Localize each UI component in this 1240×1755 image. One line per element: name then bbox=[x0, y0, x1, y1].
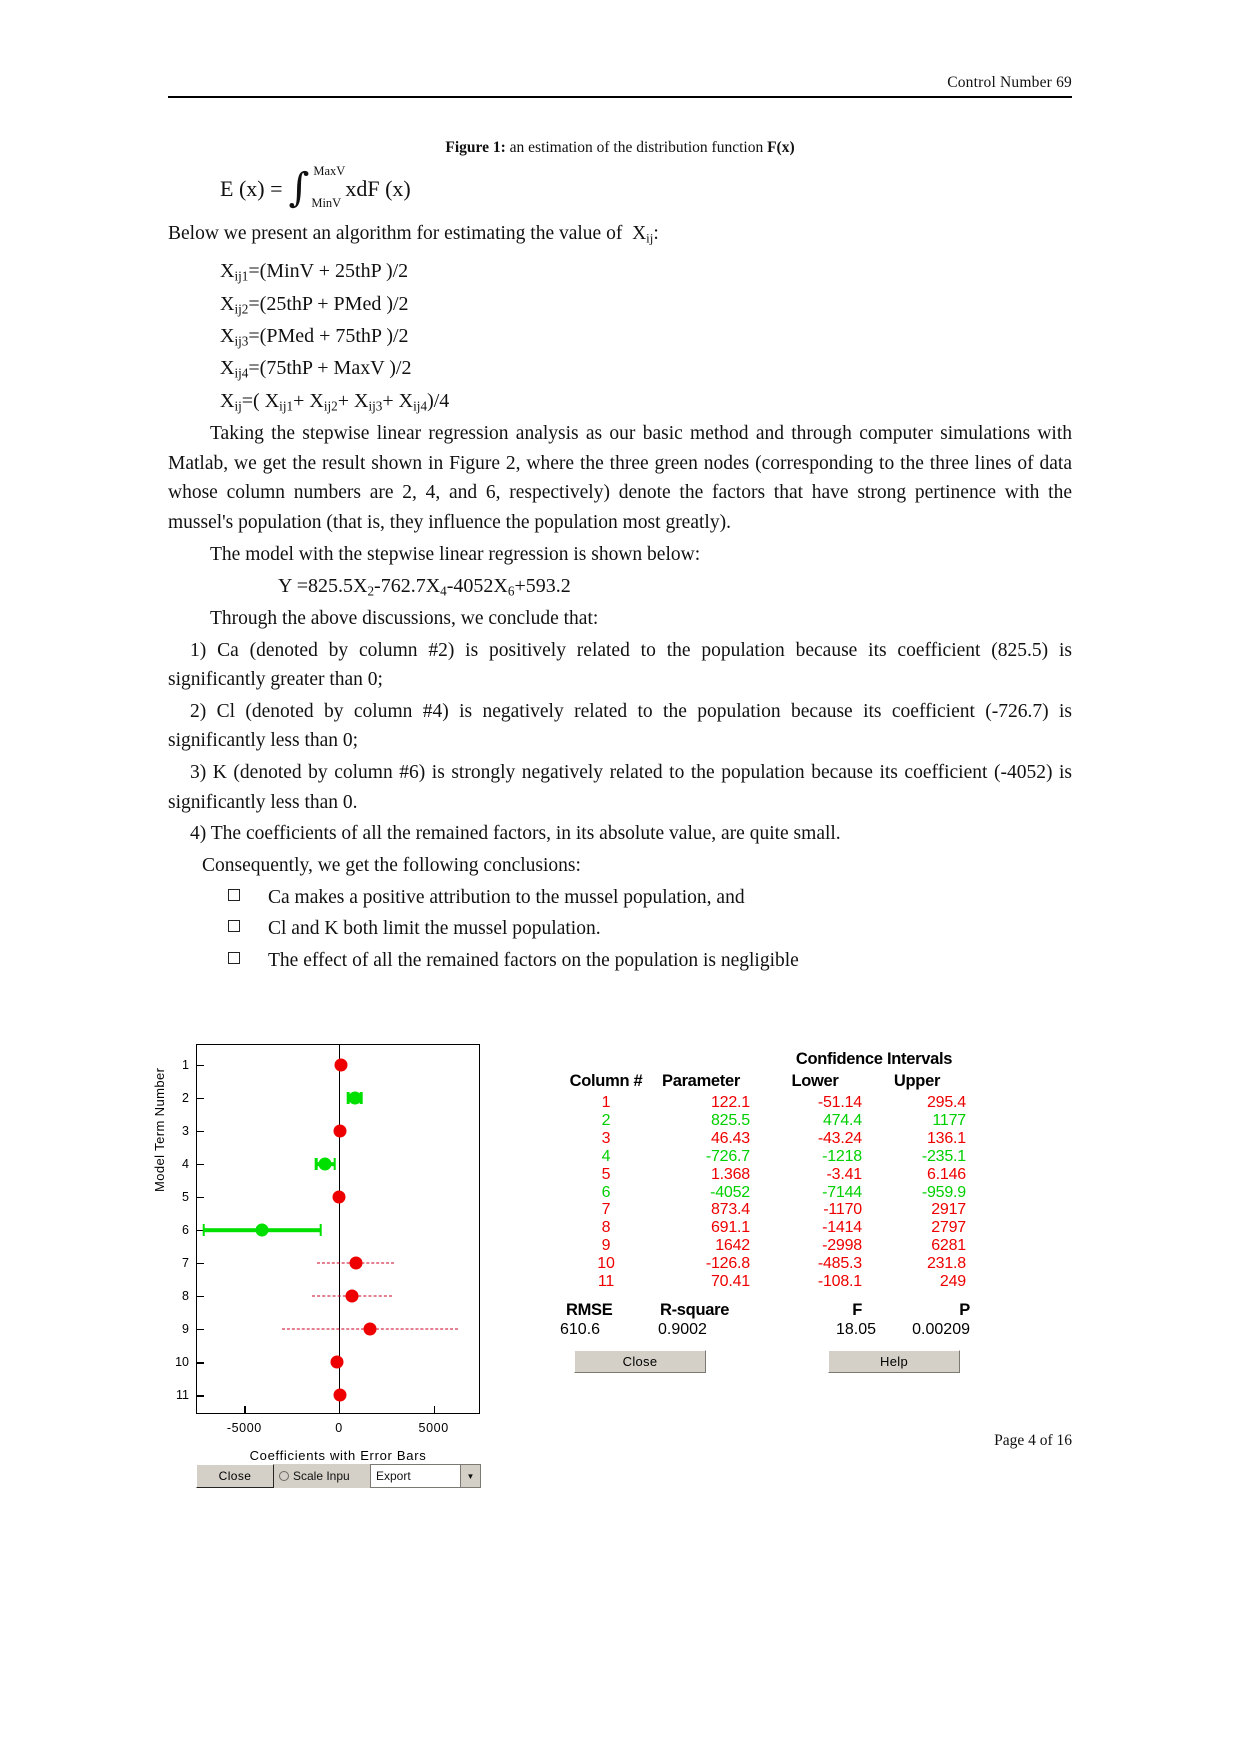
table-row bbox=[560, 1112, 970, 1130]
equation-row bbox=[220, 385, 1072, 417]
y-axis-tick bbox=[197, 1164, 204, 1165]
integral-integrand: xdF (x) bbox=[345, 175, 411, 201]
cell-lower: 474.4 bbox=[822, 1111, 862, 1129]
list-item bbox=[168, 946, 1072, 976]
cell-lower: -1170 bbox=[823, 1201, 862, 1219]
eq5-sub2: ij1 bbox=[279, 398, 294, 414]
summary-value-row bbox=[560, 1321, 970, 1339]
table-row bbox=[560, 1130, 970, 1148]
summary-header-row bbox=[560, 1300, 970, 1321]
eq2-sub: ij2 bbox=[234, 301, 249, 317]
cell-lower: -1414 bbox=[822, 1219, 862, 1237]
y-axis-tick bbox=[197, 1263, 204, 1264]
intro-text: Below we present an algorithm for estimating the value of bbox=[168, 222, 623, 244]
list-item bbox=[168, 883, 1072, 913]
table-row bbox=[560, 1148, 970, 1166]
conclusion-bullet-list bbox=[168, 883, 1072, 976]
panel-button-bar bbox=[560, 1350, 970, 1374]
control-number: Control Number 69 bbox=[947, 74, 1072, 91]
header-rmse: RMSE bbox=[566, 1301, 613, 1319]
cell-column-number: 10 bbox=[597, 1255, 615, 1273]
radio-button-icon[interactable] bbox=[279, 1471, 289, 1481]
eq3-sub: ij3 bbox=[234, 333, 249, 349]
stats-help-button[interactable]: Help bbox=[828, 1350, 960, 1373]
confidence-intervals-title: Confidence Intervals bbox=[795, 1050, 953, 1068]
list-item bbox=[168, 914, 1072, 944]
square-bullet-icon bbox=[228, 952, 240, 964]
integral-upper-limit: MaxV bbox=[313, 164, 346, 179]
stats-close-button[interactable]: Close bbox=[574, 1350, 706, 1373]
x-axis-tick bbox=[244, 1406, 245, 1413]
data-point-marker[interactable] bbox=[346, 1290, 359, 1303]
eq3-rhs: =(PMed + 75thP )/2 bbox=[248, 324, 409, 347]
plot-x-axis-label: Coefficients with Error Bars bbox=[249, 1448, 427, 1463]
model-eq-mid1: -762.7X bbox=[374, 575, 441, 598]
equation-row bbox=[220, 288, 1072, 320]
data-point-marker[interactable] bbox=[349, 1257, 362, 1270]
y-axis-tick bbox=[197, 1131, 204, 1132]
y-axis-tick-label: 8 bbox=[182, 1289, 189, 1304]
eq4-sub: ij4 bbox=[234, 366, 249, 381]
header-parameter: Parameter bbox=[661, 1072, 741, 1090]
figure-close-button[interactable]: Close bbox=[196, 1464, 274, 1488]
equation-row bbox=[220, 255, 1072, 287]
table-row bbox=[560, 1273, 970, 1291]
data-point-marker[interactable] bbox=[348, 1091, 361, 1104]
y-axis-tick bbox=[197, 1197, 204, 1198]
y-axis-tick bbox=[197, 1065, 204, 1066]
y-axis-tick-label: 10 bbox=[175, 1355, 189, 1370]
figure-1-function: F(x) bbox=[767, 139, 795, 156]
data-point-marker[interactable] bbox=[364, 1323, 377, 1336]
cell-upper: 2917 bbox=[931, 1201, 966, 1219]
eq1-rhs: =(MinV + 25thP )/2 bbox=[248, 260, 409, 283]
coefficients-table bbox=[560, 1072, 970, 1291]
plot-canvas bbox=[175, 1045, 479, 1435]
document-body bbox=[168, 130, 1072, 977]
eq4-lhs: X bbox=[220, 357, 235, 380]
equation-row bbox=[220, 352, 1072, 384]
x-axis-tick-label: 5000 bbox=[418, 1421, 449, 1435]
numbered-item-2: 2) Cl (denoted by column #4) is negatively related to the population because its coefficient (-726.7) is significantly less than 0; bbox=[168, 700, 1072, 752]
model-eq-sub2: 4 bbox=[440, 583, 447, 599]
square-bullet-icon bbox=[228, 889, 240, 901]
cell-upper: 6.146 bbox=[926, 1165, 966, 1183]
integral-lower-limit: MinV bbox=[311, 196, 342, 211]
eq5-rhs7: + X bbox=[382, 389, 414, 412]
y-axis-tick-label: 11 bbox=[176, 1388, 189, 1403]
paragraph-regression-intro: Taking the stepwise linear regression analysis as our basic method and through computer simulations with Matlab, we get the result shown in Figure 2, where the three green nodes (corresponding to the three lines of data whose column numbers are 2, 4, and 6, respectively) denote the factors that have strong pertinence with the mussel's population (that is, they influence the population most greatly). bbox=[168, 423, 1072, 533]
paragraph-final-conclusions: Consequently, we get the following conclusions: bbox=[202, 854, 581, 876]
x-axis-tick-label: -5000 bbox=[226, 1421, 262, 1435]
table-row bbox=[560, 1237, 970, 1255]
y-axis-tick bbox=[197, 1395, 204, 1396]
x-axis-tick bbox=[434, 1406, 435, 1413]
scale-input-label: Scale Inpu bbox=[293, 1469, 350, 1483]
eq1-lhs: X bbox=[220, 260, 235, 283]
y-axis-tick-label: 3 bbox=[182, 1123, 189, 1138]
header-f: F bbox=[852, 1301, 862, 1319]
cell-upper: 249 bbox=[939, 1273, 966, 1291]
eq5-sub: ij bbox=[234, 398, 242, 414]
table-row bbox=[560, 1094, 970, 1112]
cell-column-number: 11 bbox=[597, 1273, 615, 1291]
table-row bbox=[560, 1219, 970, 1237]
table-header-row bbox=[560, 1072, 970, 1094]
value-p: 0.00209 bbox=[912, 1321, 970, 1338]
header-upper: Upper bbox=[893, 1072, 941, 1090]
data-point-marker[interactable] bbox=[330, 1356, 343, 1369]
cell-parameter: -726.7 bbox=[705, 1147, 750, 1165]
model-eq-mid2: -4052X bbox=[446, 575, 508, 598]
cell-column-number: 3 bbox=[601, 1129, 611, 1147]
figure-1-label: Figure 1: bbox=[445, 139, 506, 156]
cell-lower: -51.14 bbox=[817, 1094, 862, 1111]
data-point-marker[interactable] bbox=[319, 1157, 332, 1170]
table-row bbox=[560, 1184, 970, 1202]
eq5-rhs9: )/4 bbox=[427, 389, 450, 412]
model-summary-table bbox=[560, 1300, 970, 1339]
cell-upper: 136.1 bbox=[926, 1129, 966, 1147]
integral-lhs: E (x) = bbox=[220, 175, 283, 201]
model-eq-prefix: Y =825.5X bbox=[278, 575, 368, 598]
estimation-equations bbox=[220, 255, 1072, 417]
error-bar-cap bbox=[202, 1224, 205, 1236]
intro-symbol: X bbox=[632, 222, 647, 244]
cell-parameter: 122.1 bbox=[710, 1094, 750, 1111]
header-lower: Lower bbox=[791, 1072, 839, 1090]
y-axis-tick bbox=[197, 1362, 204, 1363]
value-rmse: 610.6 bbox=[560, 1321, 601, 1338]
model-eq-sub3: 6 bbox=[507, 583, 515, 599]
data-point-marker[interactable] bbox=[333, 1124, 346, 1137]
figure-toolbar bbox=[196, 1464, 481, 1488]
square-bullet-icon bbox=[228, 920, 240, 932]
cell-upper: 1177 bbox=[932, 1111, 966, 1129]
paragraph-conclusion-intro: Through the above discussions, we conclude that: bbox=[210, 607, 599, 629]
cell-column-number: 5 bbox=[601, 1165, 611, 1183]
cell-lower: -485.3 bbox=[817, 1255, 862, 1273]
integral-equation bbox=[220, 164, 1072, 212]
intro-colon: : bbox=[653, 222, 659, 244]
header-rule bbox=[168, 96, 1072, 98]
header-p: P bbox=[959, 1301, 970, 1319]
cell-parameter: -126.8 bbox=[705, 1255, 750, 1273]
page-header bbox=[168, 74, 1072, 98]
cell-parameter: 873.4 bbox=[710, 1201, 750, 1219]
table-row bbox=[560, 1255, 970, 1273]
export-dropdown[interactable] bbox=[370, 1464, 481, 1488]
cell-lower: -108.1 bbox=[817, 1273, 862, 1291]
y-axis-tick-label: 2 bbox=[182, 1090, 189, 1105]
cell-parameter: 1.368 bbox=[710, 1165, 750, 1183]
value-f: 18.05 bbox=[835, 1321, 876, 1338]
cell-column-number: 8 bbox=[601, 1219, 611, 1237]
cell-column-number: 2 bbox=[601, 1111, 611, 1129]
eq1-sub: ij1 bbox=[234, 268, 249, 284]
plot-y-axis-label: Model Term Number bbox=[152, 1067, 167, 1192]
data-point-marker[interactable] bbox=[256, 1224, 269, 1237]
export-dropdown-value: Export bbox=[376, 1469, 411, 1483]
figure-1-text: an estimation of the distribution function bbox=[505, 139, 768, 156]
cell-upper: -959.9 bbox=[921, 1183, 966, 1201]
cell-parameter: 691.1 bbox=[710, 1219, 750, 1237]
cell-parameter: 1642 bbox=[715, 1237, 750, 1255]
bullet-text: Cl and K both limit the mussel population. bbox=[268, 918, 601, 940]
cell-upper: 295.4 bbox=[926, 1094, 966, 1111]
cell-column-number: 9 bbox=[601, 1237, 611, 1255]
y-axis-tick-label: 5 bbox=[182, 1189, 189, 1204]
scale-input-radio[interactable] bbox=[274, 1464, 370, 1488]
eq2-lhs: X bbox=[220, 292, 235, 315]
intro-symbol-sub: ij bbox=[646, 231, 654, 246]
cell-upper: 6281 bbox=[931, 1237, 966, 1255]
table-row bbox=[560, 1201, 970, 1219]
eq5-rhs5: + X bbox=[337, 389, 369, 412]
cell-parameter: 825.5 bbox=[710, 1111, 750, 1129]
x-axis-tick-label: 0 bbox=[335, 1421, 343, 1435]
y-axis-tick bbox=[197, 1296, 204, 1297]
cell-parameter: -4052 bbox=[710, 1183, 750, 1201]
eq5-sub6: ij3 bbox=[368, 398, 383, 414]
table-row bbox=[560, 1166, 970, 1184]
eq5-sub8: ij4 bbox=[413, 398, 428, 414]
y-axis-tick-label: 7 bbox=[182, 1256, 189, 1271]
bullet-text: Ca makes a positive attribution to the mussel population, and bbox=[268, 886, 745, 908]
figure-1-caption bbox=[168, 136, 1072, 160]
cell-lower: -7144 bbox=[822, 1183, 862, 1201]
cell-upper: -235.1 bbox=[921, 1147, 966, 1165]
bullet-text: The effect of all the remained factors on the population is negligible bbox=[268, 949, 799, 971]
eq5-rhs: =( X bbox=[241, 389, 280, 412]
page-footer: Page 4 of 16 bbox=[994, 1432, 1072, 1449]
cell-upper: 2797 bbox=[931, 1219, 966, 1237]
eq2-rhs: =(25thP + PMed )/2 bbox=[248, 292, 409, 315]
cell-column-number: 6 bbox=[601, 1183, 611, 1201]
error-bar-cap bbox=[315, 1158, 318, 1170]
eq5-rhs3: + X bbox=[293, 389, 324, 412]
error-bar-cap bbox=[320, 1224, 323, 1236]
cell-parameter: 70.41 bbox=[710, 1273, 750, 1291]
error-bar-cap bbox=[333, 1158, 336, 1170]
cell-parameter: 46.43 bbox=[710, 1129, 750, 1147]
cell-upper: 231.8 bbox=[926, 1255, 966, 1273]
integral-sign: ∫ bbox=[288, 165, 310, 212]
intro-line bbox=[168, 219, 1072, 249]
eq5-sub4: ij2 bbox=[323, 398, 338, 414]
cell-lower: -2998 bbox=[822, 1237, 862, 1255]
cell-column-number: 7 bbox=[601, 1201, 611, 1219]
y-axis-tick bbox=[197, 1329, 204, 1330]
y-axis-tick-label: 1 bbox=[182, 1057, 189, 1072]
paragraph-model-intro: The model with the stepwise linear regression is shown below: bbox=[210, 543, 701, 565]
chevron-down-icon[interactable]: ▼ bbox=[460, 1465, 480, 1487]
y-axis-tick-label: 6 bbox=[182, 1223, 189, 1237]
data-point-marker[interactable] bbox=[333, 1190, 346, 1203]
y-axis-tick-label: 9 bbox=[182, 1322, 189, 1337]
y-axis-tick-label: 4 bbox=[182, 1156, 189, 1171]
cell-lower: -1218 bbox=[822, 1147, 862, 1165]
cell-column-number: 4 bbox=[601, 1147, 611, 1165]
cell-column-number: 1 bbox=[601, 1094, 611, 1111]
eq4-rhs: =(75thP + MaxV )/2 bbox=[248, 357, 412, 380]
x-axis-tick bbox=[339, 1406, 340, 1413]
equation-row bbox=[220, 320, 1072, 352]
coefficient-error-bar-plot bbox=[175, 1044, 480, 1435]
model-eq-tail: +593.2 bbox=[514, 575, 571, 598]
cell-lower: -43.24 bbox=[817, 1129, 862, 1147]
header-rsquare: R-square bbox=[660, 1301, 730, 1319]
eq5-lhs: X bbox=[220, 389, 235, 412]
data-point-marker[interactable] bbox=[334, 1389, 347, 1402]
data-point-marker[interactable] bbox=[335, 1058, 348, 1071]
numbered-item-3: 3) K (denoted by column #6) is strongly negatively related to the population because its coefficient (-4052) is significantly less than 0. bbox=[168, 762, 1072, 813]
model-eq-sub1: 2 bbox=[367, 583, 375, 599]
model-equation bbox=[168, 571, 1072, 602]
numbered-item-4: 4) The coefficients of all the remained factors, in its absolute value, are quite small. bbox=[190, 823, 841, 845]
numbered-item-1: 1) Ca (denoted by column #2) is positively related to the population because its coefficient (825.5) is significantly greater than 0; bbox=[168, 639, 1072, 691]
cell-lower: -3.41 bbox=[826, 1165, 862, 1183]
y-axis-tick bbox=[197, 1098, 204, 1099]
value-rsquare: 0.9002 bbox=[658, 1321, 707, 1338]
header-column-number: Column # bbox=[569, 1072, 643, 1090]
eq3-lhs: X bbox=[220, 324, 235, 347]
